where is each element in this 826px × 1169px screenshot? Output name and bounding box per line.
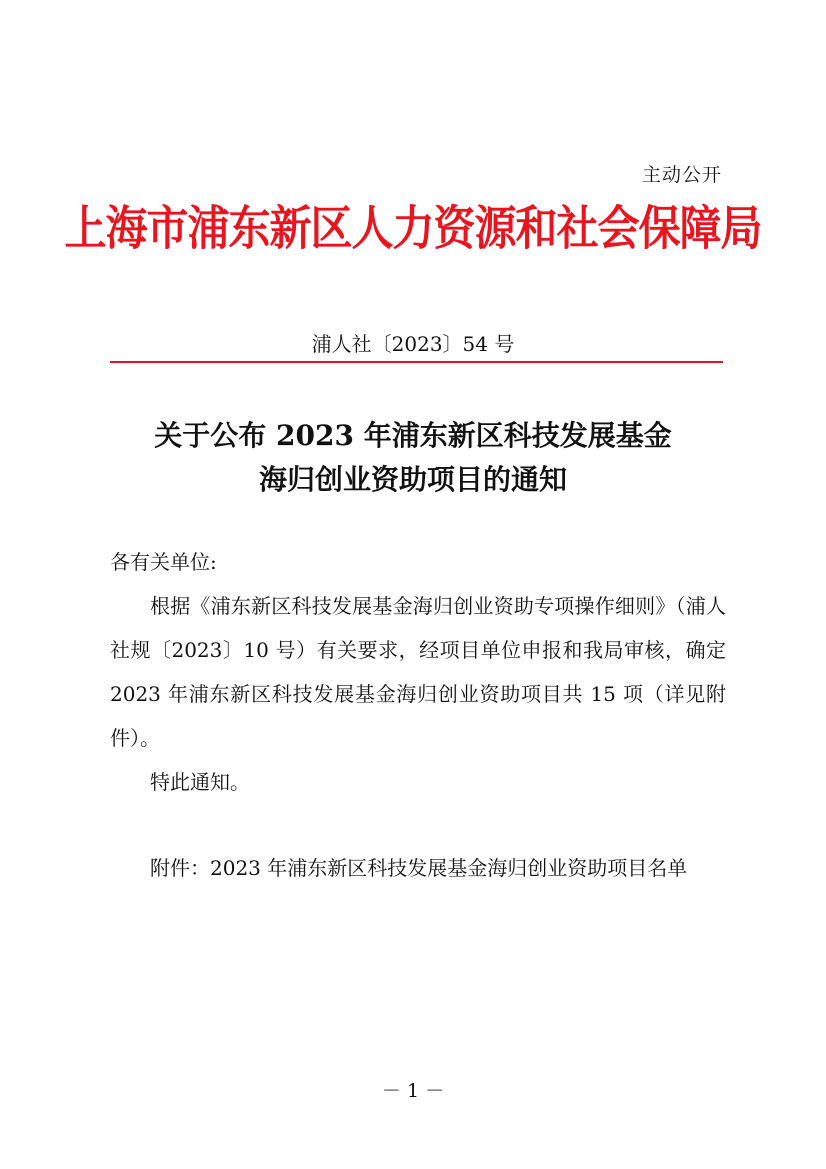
title-line-2: 海归创业资助项目的通知 — [258, 463, 567, 496]
closing-remark: 特此通知。 — [150, 770, 250, 794]
document-title — [0, 414, 826, 502]
issuing-agency-header: 上海市浦东新区人力资源和社会保障局 — [64, 200, 762, 256]
page-number: － 1 － — [381, 1080, 445, 1102]
document-number: 浦人社〔2023〕54 号 — [311, 332, 515, 356]
title-line-1: 关于公布 2023 年浦东新区科技发展基金 — [154, 419, 672, 452]
main-paragraph: 根据《浦东新区科技发展基金海归创业资助专项操作细则》（浦人社规〔2023〕10 号）有关要求，经项目单位申报和我局审核，确定 2023 年浦东新区科技发展基金海归创业资助项目共 15 项（详见附件）。 — [110, 594, 726, 750]
attachment-note: 附件：2023 年浦东新区科技发展基金海归创业资助项目名单 — [150, 856, 688, 880]
document-body — [110, 540, 726, 890]
salutation: 各有关单位: — [110, 550, 217, 574]
disclosure-label: 主动公开 — [641, 164, 722, 186]
red-divider-line — [110, 361, 723, 363]
